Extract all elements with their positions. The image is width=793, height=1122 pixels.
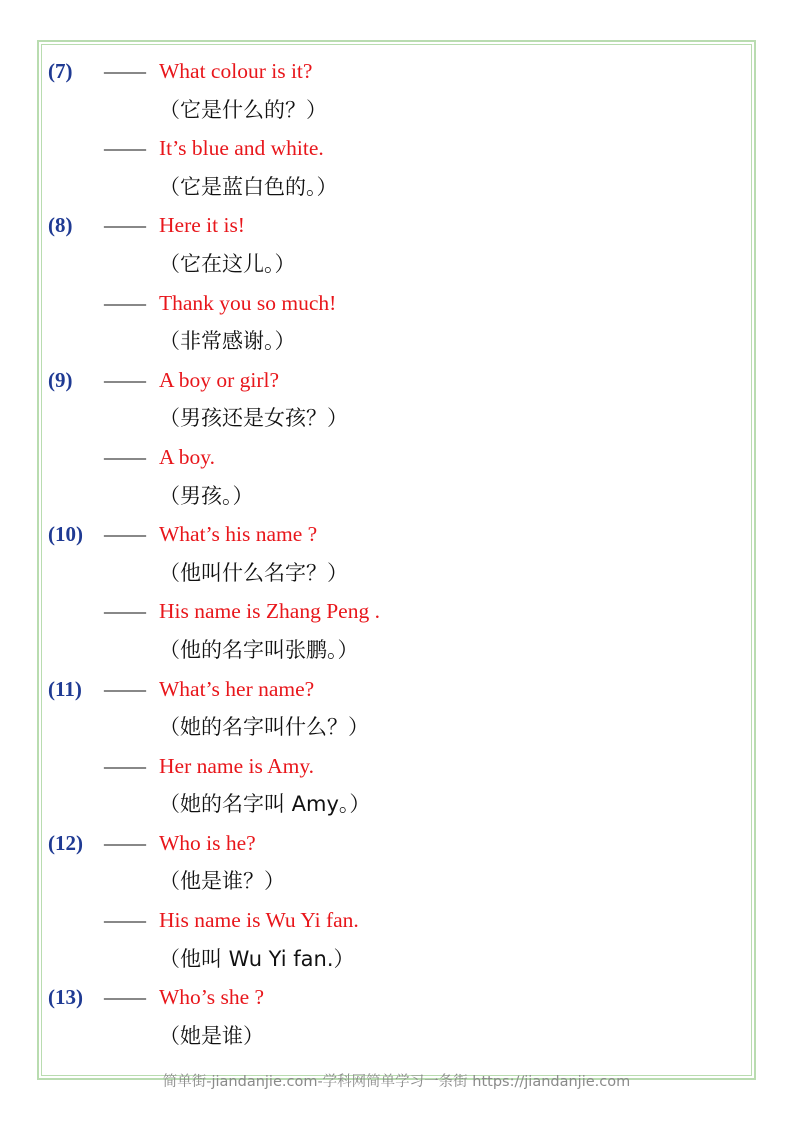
question-translation: （她是谁） xyxy=(159,1023,264,1048)
dash: —— xyxy=(104,985,146,1010)
answer-line xyxy=(48,284,748,323)
answer-line xyxy=(48,901,748,940)
question-line xyxy=(48,978,748,1017)
question-translation-line xyxy=(48,862,748,901)
answer-line xyxy=(48,747,748,786)
answer-text: Thank you so much! xyxy=(159,290,337,315)
question-text: A boy or girl? xyxy=(159,367,280,392)
item-number: (9) xyxy=(48,367,73,392)
question-translation-line xyxy=(48,1017,748,1056)
question-translation-line xyxy=(48,91,748,130)
dash: —— xyxy=(104,136,146,161)
item-number: (10) xyxy=(48,522,83,547)
dash: —— xyxy=(104,908,146,933)
question-translation-line xyxy=(48,708,748,747)
answer-line xyxy=(48,438,748,477)
question-text: What’s his name ? xyxy=(159,522,318,547)
answer-translation-line xyxy=(48,477,748,516)
answer-translation: （她的名字叫 Amy。） xyxy=(159,792,371,817)
dash: —— xyxy=(104,522,146,547)
question-line xyxy=(48,206,748,245)
question-translation-line xyxy=(48,554,748,593)
question-line xyxy=(48,52,748,91)
dialogue-list xyxy=(48,52,748,1055)
dash: —— xyxy=(104,213,146,238)
question-text: Who’s she ? xyxy=(159,985,265,1010)
question-translation: （它是什么的？） xyxy=(159,97,327,122)
dash: —— xyxy=(104,753,146,778)
dash: —— xyxy=(104,830,146,855)
question-translation: （男孩还是女孩？） xyxy=(159,406,348,431)
question-line xyxy=(48,824,748,863)
answer-text: A boy. xyxy=(159,444,215,469)
answer-text: His name is Zhang Peng . xyxy=(159,599,380,624)
answer-translation: （男孩。） xyxy=(159,483,254,508)
question-translation-line xyxy=(48,399,748,438)
answer-translation-line xyxy=(48,168,748,207)
question-translation: （她的名字叫什么？） xyxy=(159,715,369,740)
dash: —— xyxy=(104,59,146,83)
answer-translation: （非常感谢。） xyxy=(159,329,296,354)
question-translation: （他叫什么名字？） xyxy=(159,560,348,585)
question-text: Here it is! xyxy=(159,213,245,238)
answer-translation-line xyxy=(48,631,748,670)
answer-text: It’s blue and white. xyxy=(159,136,324,161)
question-text: What’s her name? xyxy=(159,676,315,701)
answer-translation: （它是蓝白色的。） xyxy=(159,174,338,199)
item-number: (11) xyxy=(48,676,82,701)
question-text: Who is he? xyxy=(159,830,256,855)
footer-watermark: 简单街-jiandanjie.com-学科网简单学习一条街 https://jiandanjie.com xyxy=(162,1074,631,1090)
question-translation-line xyxy=(48,245,748,284)
item-number: (8) xyxy=(48,213,73,238)
answer-translation: （他叫 Wu Yi fan.） xyxy=(159,946,355,971)
item-number: (13) xyxy=(48,985,83,1010)
item-number: (7) xyxy=(48,59,73,83)
question-line xyxy=(48,361,748,400)
question-line xyxy=(48,515,748,554)
question-translation: （它在这儿。） xyxy=(159,251,296,276)
dash: —— xyxy=(104,444,146,469)
answer-translation-line xyxy=(48,785,748,824)
answer-text: His name is Wu Yi fan. xyxy=(159,908,359,933)
item-number: (12) xyxy=(48,830,83,855)
dash: —— xyxy=(104,676,146,701)
question-translation: （他是谁？） xyxy=(159,869,285,894)
dash: —— xyxy=(104,599,146,624)
answer-line xyxy=(48,592,748,631)
answer-translation-line xyxy=(48,322,748,361)
question-text: What colour is it? xyxy=(159,59,313,83)
dash: —— xyxy=(104,367,146,392)
question-line xyxy=(48,670,748,709)
answer-translation: （他的名字叫张鹏。） xyxy=(159,637,359,662)
dash: —— xyxy=(104,290,146,315)
answer-text: Her name is Amy. xyxy=(159,753,315,778)
answer-line xyxy=(48,129,748,168)
answer-translation-line xyxy=(48,940,748,979)
